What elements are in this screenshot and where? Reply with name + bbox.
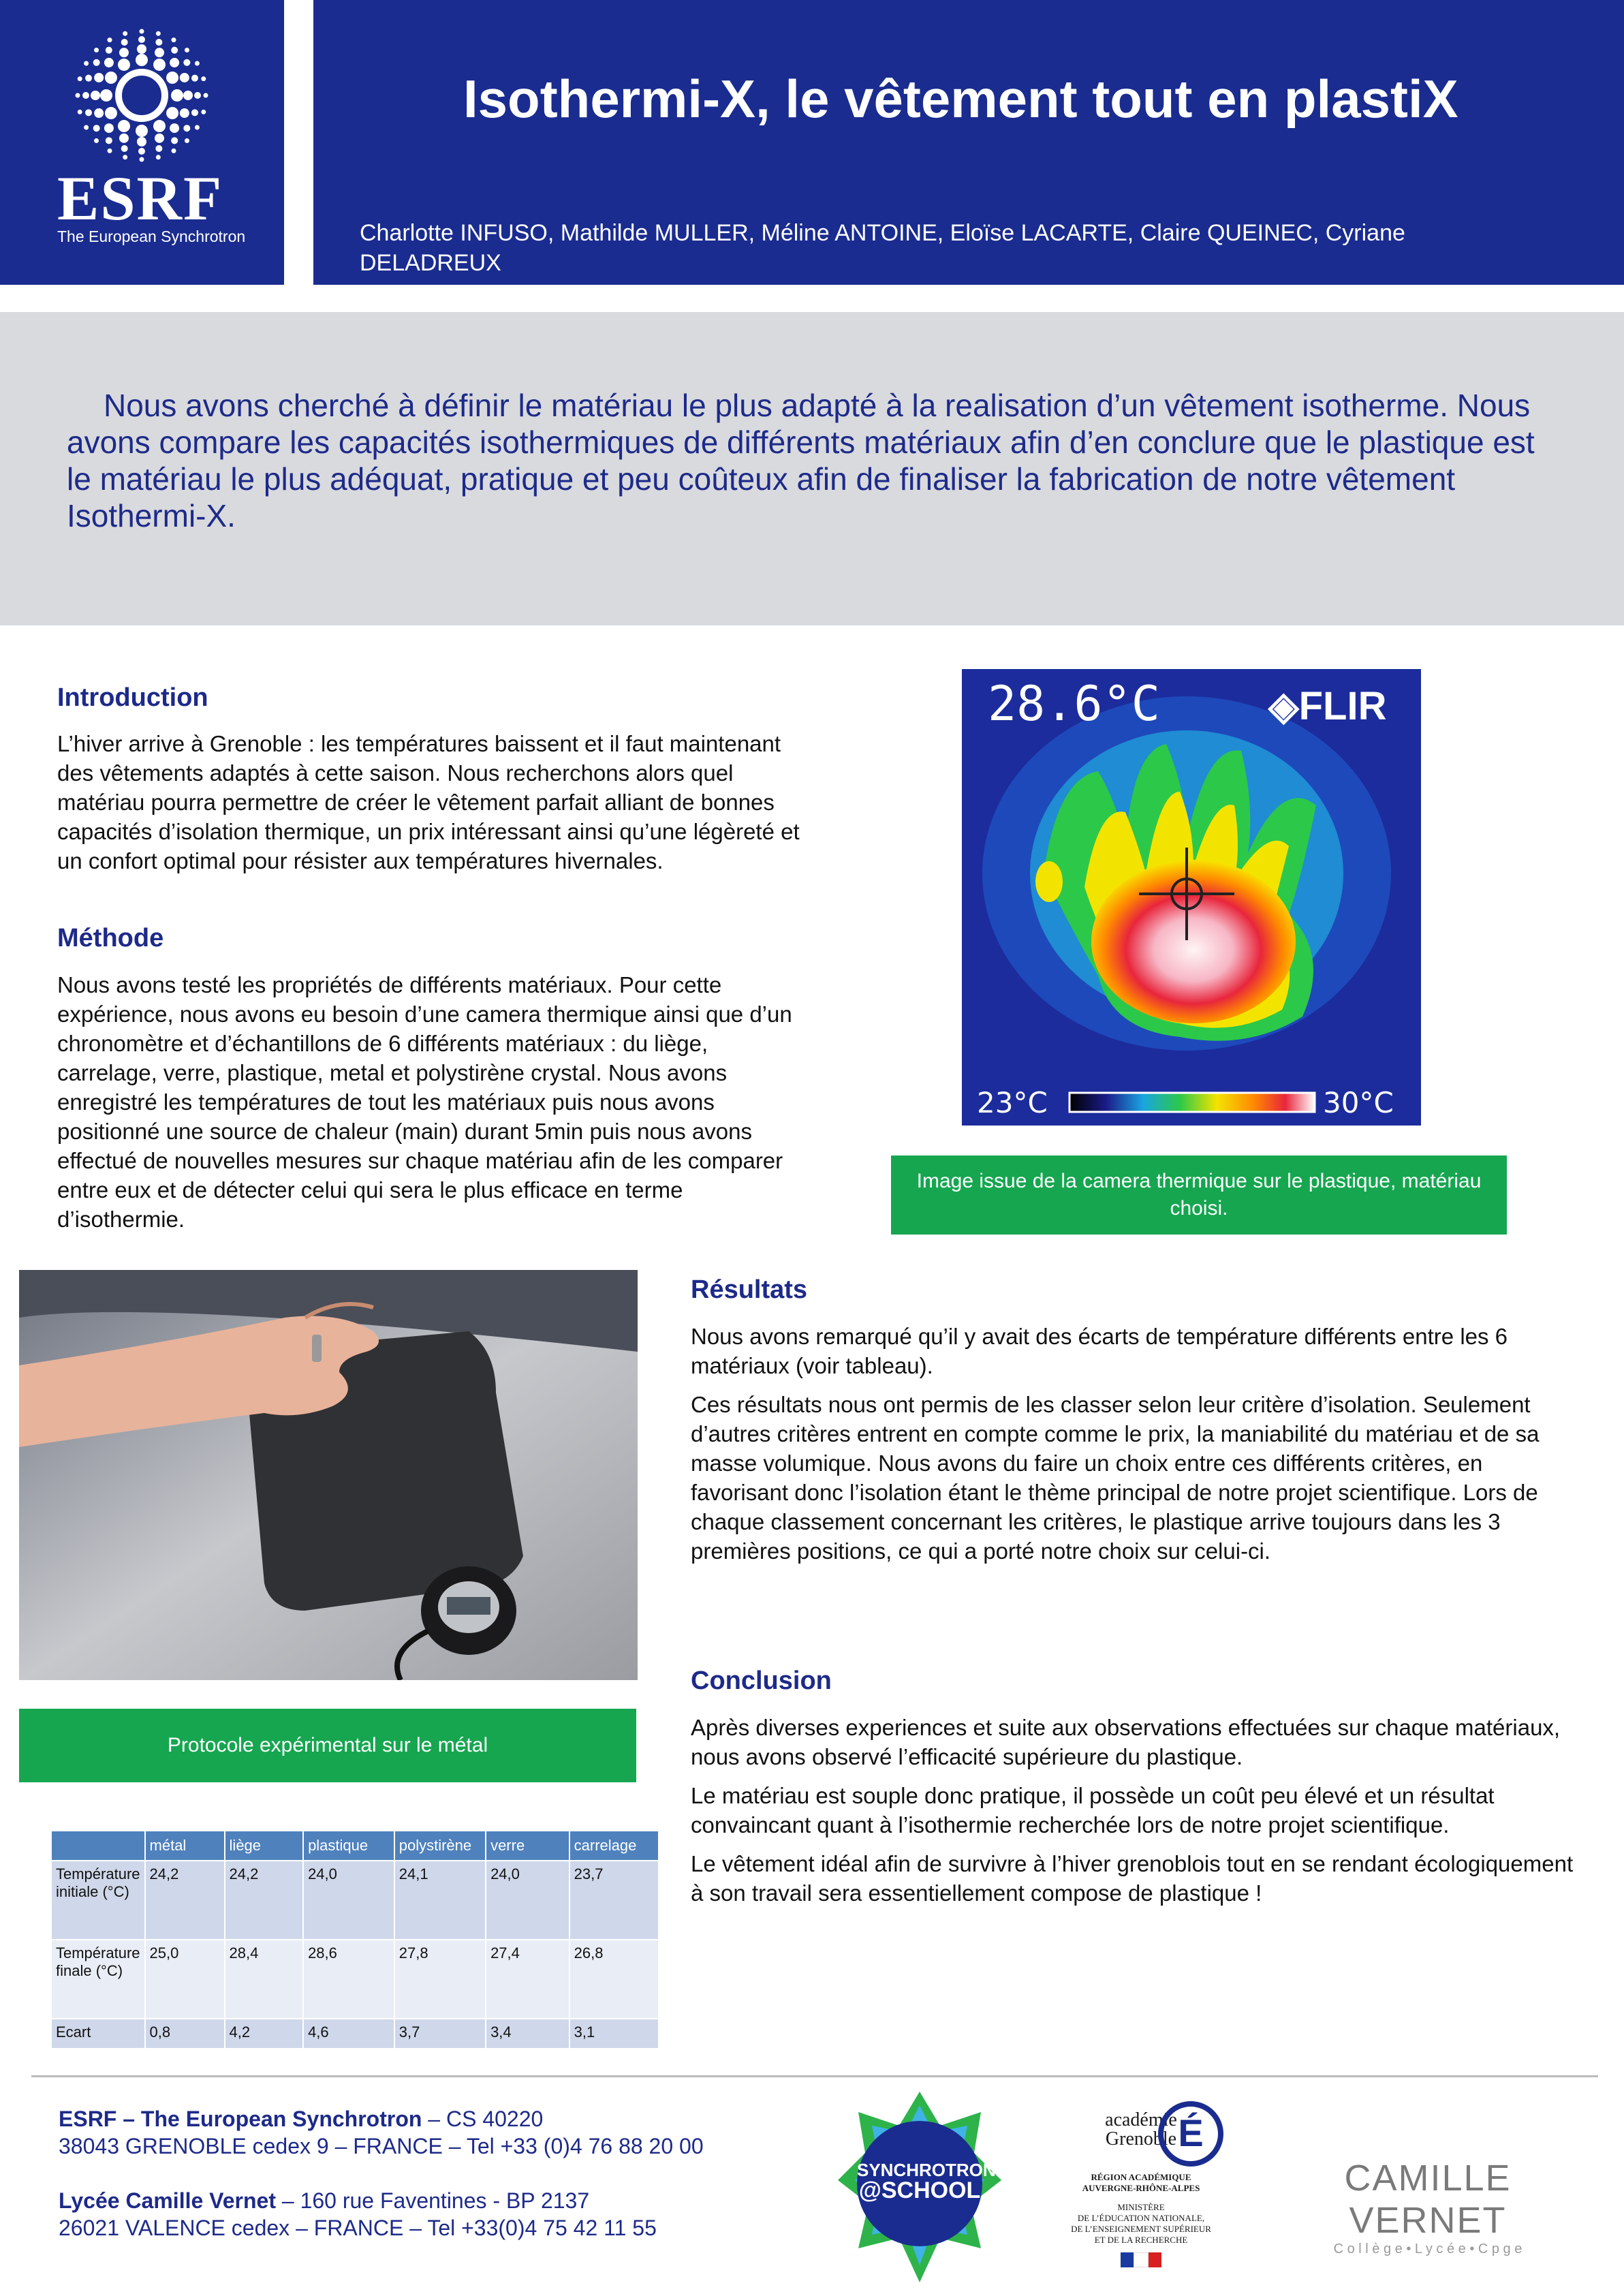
results-table	[50, 1830, 659, 2049]
esrf-sunburst-icon	[74, 27, 210, 164]
introduction-text: L’hiver arrive à Grenoble : les températures baissent et il faut maintenant des vêtements adaptés à cette saison. Nous recherchons alors quel matériau pourra permettre de créer le vêtement parfait alliant de bonnes capacités d’isolation thermique, un prix intéressant ainsi qu’une légèreté et un confort optimal pour résister aux températures hivernales.	[57, 731, 800, 873]
sunburst-dot	[183, 91, 193, 100]
table-header-cell: plastique	[303, 1831, 394, 1861]
sunburst-dot	[195, 61, 200, 66]
academie-line5: MINISTÈRE	[1117, 2202, 1165, 2212]
table-cell: 24,2	[225, 1861, 304, 1940]
sunburst-dot	[105, 107, 117, 119]
sunburst-dot	[183, 125, 190, 131]
sunburst-dot	[94, 48, 99, 52]
sunburst-dot	[156, 155, 161, 159]
sunburst-dot	[180, 108, 189, 118]
footer-divider	[31, 2075, 1598, 2077]
table-cell: 24,1	[394, 1861, 486, 1940]
sunburst-dot	[93, 125, 100, 131]
table-row-label: Température initiale (°C)	[51, 1861, 145, 1940]
synchrotron-school-line2: @SCHOOL	[858, 2177, 981, 2203]
footer-lycee-line	[59, 2187, 808, 2214]
footer-lycee-street: – 160 rue Faventines - BP 2137	[275, 2188, 590, 2213]
methode-text: Nous avons testé les propriétés de différents matériaux. Pour cette expérience, nous avons eu besoin d’une camera thermique ainsi que d’un chronomètre et d’échantillons de 6 différents matériaux : du liège, carrelage, verre, plastique, metal et polystirène crystal. Nous avons enregistré les températures de tout les matériaux puis nous avons positionné une source de chaleur (main) durant 5min puis nous avons effectué de nouvelles mesures sur chaque matériau afin de les comparer entre eux et de détecter celui qui sera le plus efficace en terme d’isothermie.	[57, 972, 792, 1232]
sunburst-dot	[76, 93, 80, 98]
sunburst-dot	[108, 37, 112, 42]
conclusion-paragraph: Après diverses experiences et suite aux observations effectuées sur chaque matériaux, nous avons observé l’efficacité supérieure du plastique.	[691, 1715, 1561, 1769]
sunburst-dot	[201, 110, 206, 114]
sunburst-dot	[106, 137, 112, 144]
sunburst-dot	[136, 54, 148, 66]
table-cell: 3,7	[394, 2019, 486, 2049]
sunburst-dot	[118, 59, 130, 71]
conclusion-body	[691, 1713, 1576, 1917]
sunburst-dot	[94, 73, 104, 82]
camille-vernet-tagline: C o l l è g e • L y c é e • C p g e	[1333, 2241, 1522, 2256]
table-header-cell	[51, 1831, 145, 1861]
thermal-temperature-readout: 28.6°C	[988, 676, 1160, 732]
table-cell: 28,6	[303, 1940, 394, 2019]
footer-esrf-name: ESRF – The European Synchrotron	[59, 2107, 422, 2131]
table-header-cell: métal	[145, 1831, 225, 1861]
sunburst-dot	[172, 149, 176, 153]
sunburst-dot	[137, 44, 146, 54]
table-cell: 24,0	[486, 1861, 569, 1940]
sunburst-dot	[180, 73, 189, 82]
synchrotron-school-line1: SYNCHROTRON	[857, 2160, 996, 2180]
sunburst-dot	[201, 76, 206, 81]
table-header-cell: liège	[225, 1831, 304, 1861]
sunburst-dot	[119, 134, 129, 143]
sunburst-dot	[140, 29, 144, 34]
flir-brand-text: FLIR	[1298, 684, 1387, 728]
thermal-image-caption	[891, 1155, 1507, 1235]
table-cell: 27,4	[486, 1940, 569, 2019]
table-row-label: Température finale (°C)	[51, 1940, 145, 2019]
sunburst-dot	[104, 123, 114, 133]
academie-e-emblem-icon: É	[1158, 2101, 1223, 2167]
experiment-photo	[19, 1270, 638, 1680]
table-cell: 28,4	[225, 1940, 304, 2019]
table-cell: 3,4	[486, 2019, 569, 2049]
academie-line3: RÉGION ACADÉMIQUE	[1091, 2172, 1191, 2182]
camille-vernet-logo	[1278, 2157, 1578, 2257]
table-header-row	[51, 1831, 659, 1861]
sunburst-dot	[137, 137, 146, 146]
flir-logo: ◈FLIR	[1268, 684, 1387, 728]
footer-esrf-city: 38043 GRENOBLE cedex 9 – FRANCE – Tel +33 (0)4 76 88 20 00	[59, 2134, 704, 2158]
sunburst-dot	[119, 48, 129, 57]
sunburst-dot	[185, 138, 189, 143]
academie-line6: DE L’ÉDUCATION NATIONALE,	[1077, 2213, 1205, 2223]
table-cell: 4,2	[225, 2019, 304, 2049]
sunburst-dot	[155, 145, 162, 152]
sunburst-dot	[84, 61, 89, 66]
abstract-text: Nous avons cherché à définir le matériau le plus adapté à la realisation d’un vêtement isotherme. Nous avons compare les capacités isothermiques de différents matériaux afin d’en conclure que le plastique est le matériau le plus adéquat, pratique et peu coûteux afin de finaliser la fabrication de notre vêtement Isothermi-X.	[67, 388, 1535, 533]
sunburst-dot	[170, 123, 179, 133]
sunburst-dot	[108, 149, 112, 153]
sunburst-dot	[104, 58, 114, 67]
academie-line4: AUVERGNE-RHÔNE-ALPES	[1082, 2183, 1200, 2193]
thermal-caption-text: Image issue de la camera thermique sur le plastique, matériau choisi.	[916, 1170, 1482, 1220]
thermal-camera-image	[962, 669, 1421, 1126]
table-cell: 24,0	[303, 1861, 394, 1940]
table-cell: 23,7	[569, 1861, 659, 1940]
sunburst-dot	[121, 145, 128, 152]
photo-caption-text: Protocole expérimental sur le métal	[167, 1734, 488, 1756]
sunburst-dot	[166, 72, 178, 84]
conclusion-paragraph: Le matériau est souple donc pratique, il possède un coût peu élevé et un résultat convaincant quant à l’isothermie recherchée lors de notre projet scientifique.	[691, 1783, 1495, 1837]
table-cell: 3,1	[569, 2019, 659, 2049]
resultats-paragraph: Ces résultats nous ont permis de les classer selon leur critère d’isolation. Seulement d’autres critères entrent en compte comme le prix, la maniabilité du matériau et de sa masse volumique. Nous avons du faire un choix entre ces différents critères, en favorisant donc l’isolation étant le thème principal de notre projet scientifique. Lors de chaque classement concernant les critères, le plastique arrive toujours dans les 3 premières positions, ce qui a porté notre choix sur celui-ci.	[691, 1392, 1540, 1564]
table-cell: 24,2	[145, 1861, 225, 1940]
sunburst-dot	[93, 59, 100, 66]
footer-lycee-city: 26021 VALENCE cedex – FRANCE – Tel +33(0)4 75 42 11 55	[59, 2216, 657, 2240]
sunburst-dot	[156, 31, 161, 36]
academie-line2: Grenoble	[1105, 2128, 1177, 2150]
table-row	[51, 2019, 659, 2049]
sunburst-dot	[153, 120, 166, 132]
sunburst-dot	[195, 125, 200, 130]
table-cell: 25,0	[145, 1940, 225, 2019]
table-cell: 0,8	[145, 2019, 225, 2049]
sunburst-dot	[155, 134, 164, 143]
footer-esrf-line	[59, 2105, 808, 2132]
methode-title: Méthode	[57, 924, 164, 952]
resultats-title: Résultats	[691, 1275, 808, 1304]
sunburst-dot	[94, 138, 99, 143]
table-cell: 27,8	[394, 1940, 486, 2019]
esrf-logo-text: ESRF	[57, 164, 223, 233]
sunburst-dot	[171, 47, 178, 54]
table-row-label: Ecart	[51, 2019, 145, 2049]
sunburst-dot	[123, 31, 127, 36]
camille-vernet-name: CAMILLE VERNET	[1344, 2158, 1512, 2241]
sunburst-dot	[172, 37, 176, 42]
thermal-scale-min: 23°C	[977, 1086, 1048, 1119]
academie-grenoble-logo	[1063, 2101, 1219, 2292]
sunburst-dot	[84, 125, 89, 130]
sunburst-dot	[94, 108, 104, 118]
table-header-cell: carrelage	[569, 1831, 659, 1861]
sunburst-dot	[100, 89, 112, 102]
poster-title: Isothermi-X, le vêtement tout en plastiX	[463, 69, 1458, 129]
sunburst-dot	[185, 48, 189, 52]
conclusion-title: Conclusion	[691, 1666, 832, 1695]
sunburst-dot	[183, 59, 190, 66]
sunburst-dot	[85, 75, 92, 82]
resultats-body	[691, 1322, 1576, 1575]
table-row	[51, 1861, 659, 1940]
table-cell: 4,6	[303, 2019, 394, 2049]
sunburst-dot	[155, 39, 162, 46]
thermal-scale-max: 30°C	[1323, 1086, 1394, 1119]
sunburst-dot	[171, 137, 178, 144]
sunburst-dot	[105, 72, 117, 84]
footer-esrf-cs: – CS 40220	[422, 2107, 544, 2131]
photo-caption	[19, 1709, 636, 1782]
sunburst-dot	[204, 93, 208, 98]
footer-lycee-address	[59, 2187, 808, 2241]
sunburst-dot	[153, 59, 166, 71]
sunburst-dot	[166, 107, 178, 119]
sunburst-dot	[140, 157, 144, 162]
sunburst-dot	[82, 92, 89, 99]
table-header-cell: polystirène	[394, 1831, 486, 1861]
sunburst-dot	[118, 120, 130, 132]
academie-line7: DE L’ENSEIGNEMENT SUPÉRIEUR	[1071, 2224, 1211, 2234]
synchrotron-school-text	[857, 2160, 996, 2203]
footer-esrf-address	[59, 2105, 808, 2160]
sunburst-dot	[191, 109, 198, 116]
sunburst-dot	[194, 92, 201, 99]
conclusion-paragraph: Le vêtement idéal afin de survivre à l’hiver grenoblois tout en se rendant écologiquement à son travail sera essentiellement compose de plastique !	[691, 1851, 1574, 1906]
sunburst-dot	[191, 75, 198, 82]
sunburst-dot	[85, 109, 92, 116]
sunburst-dot	[170, 58, 179, 67]
sunburst-dot	[138, 148, 145, 155]
logo-panel	[0, 0, 284, 285]
sunburst-dot	[121, 39, 128, 46]
table-row	[51, 1940, 659, 2019]
academie-line1: académie	[1105, 2109, 1177, 2130]
sunburst-dot	[171, 89, 183, 102]
sunburst-dot	[136, 125, 148, 137]
academie-line8: ET DE LA RECHERCHE	[1094, 2235, 1188, 2245]
sunburst-dot	[138, 36, 145, 43]
thermal-hand-picture	[962, 669, 1421, 1126]
sunburst-dot	[155, 48, 164, 57]
authors: Charlotte INFUSO, Mathilde MULLER, Méline ANTOINE, Eloïse LACARTE, Claire QUEINEC, Cyriane DELADREUX	[360, 220, 1405, 276]
sunburst-dot	[106, 47, 112, 54]
sunburst-dot	[91, 91, 100, 100]
sunburst-dot	[78, 110, 82, 114]
footer-lycee-name: Lycée Camille Vernet	[59, 2188, 276, 2213]
sunburst-dot	[78, 76, 82, 81]
synchrotron-school-logo	[838, 2085, 1001, 2289]
french-flag-icon	[1121, 2252, 1161, 2267]
esrf-logo-subtitle: The European Synchrotron	[57, 228, 246, 245]
resultats-paragraph: Nous avons remarqué qu’il y avait des écarts de température différents entre les 6 matériaux (voir tableau).	[691, 1324, 1508, 1378]
sunburst-dot	[123, 155, 127, 159]
table-cell: 26,8	[569, 1940, 659, 2019]
hand-on-pad-picture	[19, 1270, 638, 1680]
table-header-cell: verre	[486, 1831, 569, 1861]
introduction-title: Introduction	[57, 683, 208, 712]
